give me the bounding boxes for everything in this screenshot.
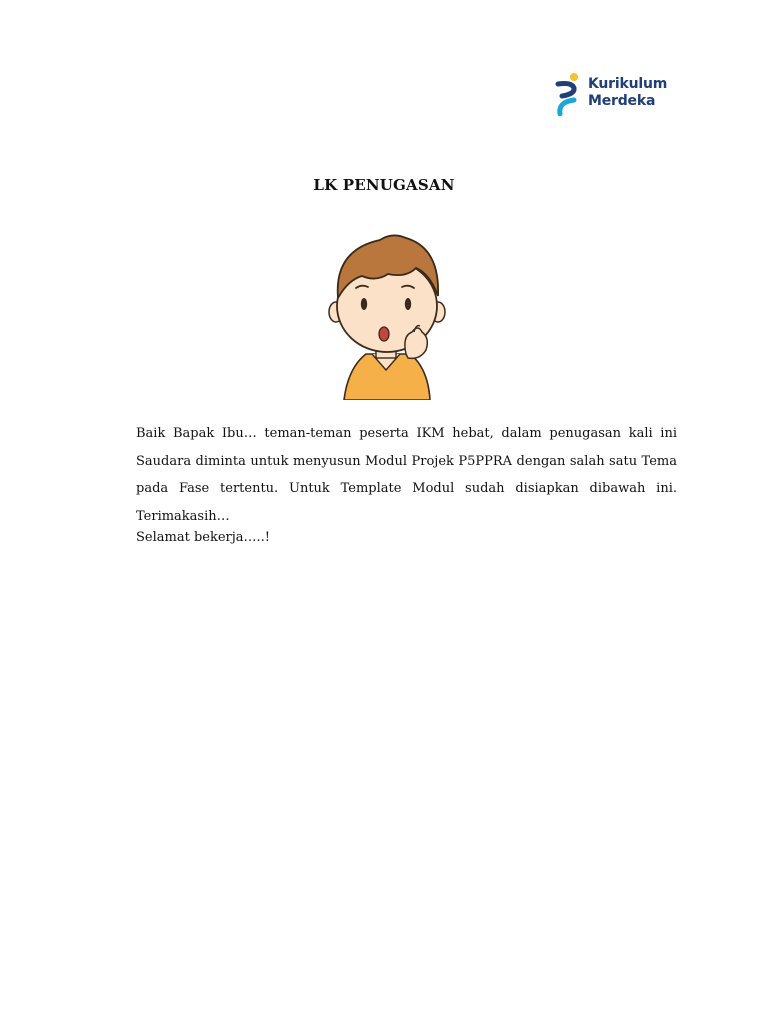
kurikulum-merdeka-logo — [552, 62, 680, 124]
logo-mark-icon — [552, 70, 584, 116]
closing-text: Selamat bekerja…..! — [136, 530, 271, 545]
page-title: LK PENUGASAN — [313, 176, 455, 194]
logo-line-1: Kurikulum — [588, 76, 668, 92]
logo-line-2: Merdeka — [588, 93, 656, 109]
thinking-boy-icon — [322, 228, 452, 400]
instruction-paragraph: Baik Bapak Ibu… teman-teman peserta IKM hebat, dalam penugasan kali ini Saudara diminta untuk menyusun Modul Projek P5PPRA dengan salah satu Tema pada Fase tertentu. Untuk Template Modul sudah disiapkan dibawah ini. Terimakasih… — [136, 426, 677, 524]
logo-wordmark — [588, 76, 667, 110]
